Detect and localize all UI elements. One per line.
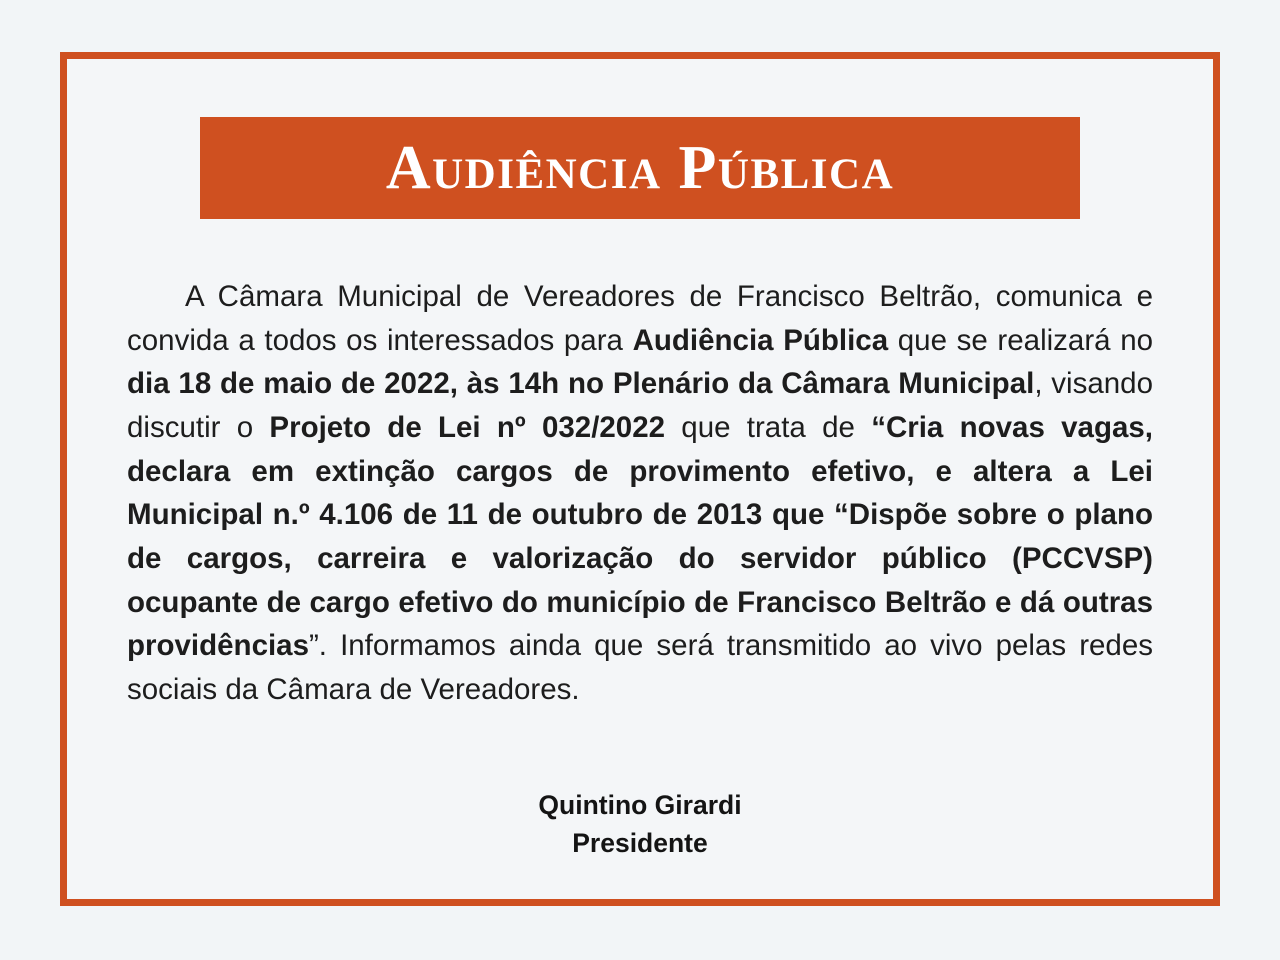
- page-title: Audiência Pública: [385, 134, 895, 202]
- body-highlight-audiencia-publica: Audiência Pública: [632, 323, 889, 357]
- body-text-part-3: , visando discutir o: [127, 367, 1153, 444]
- body-highlight-date-place: dia 18 de maio de 2022, às 14h no Plenário da Câmara Municipal: [127, 367, 1035, 401]
- body-text-part-2: que se realizará no: [888, 323, 1154, 357]
- signature-name: Quintino Girardi: [538, 789, 742, 820]
- poster-frame: [60, 52, 1220, 906]
- announcement-paragraph: [127, 275, 1153, 712]
- signature-block: [67, 786, 1213, 863]
- body-text-part-5: ”. Informamos ainda que será transmitido ao vivo pelas redes sociais da Câmara de Vereadores.: [127, 629, 1153, 706]
- body-highlight-bill-number: Projeto de Lei nº 032/2022: [269, 410, 666, 444]
- body-highlight-bill-subject: “Cria novas vagas, declara em extinção cargos de provimento efetivo, e altera a Lei Municipal n.º 4.106 de 11 de outubro de 2013 que “Dispõe sobre o plano de cargos, carreira e valorização do servidor público (PCCVSP) ocupante de cargo efetivo do município de Francisco Beltrão e dá outras providências: [127, 410, 1153, 663]
- body-text-part-4: que trata de: [665, 410, 872, 444]
- body-text-part-1: A Câmara Municipal de Vereadores de Francisco Beltrão, comunica e convida a todos os interessados para: [127, 280, 1153, 357]
- signature-role: Presidente: [572, 827, 708, 858]
- title-banner: [200, 117, 1080, 219]
